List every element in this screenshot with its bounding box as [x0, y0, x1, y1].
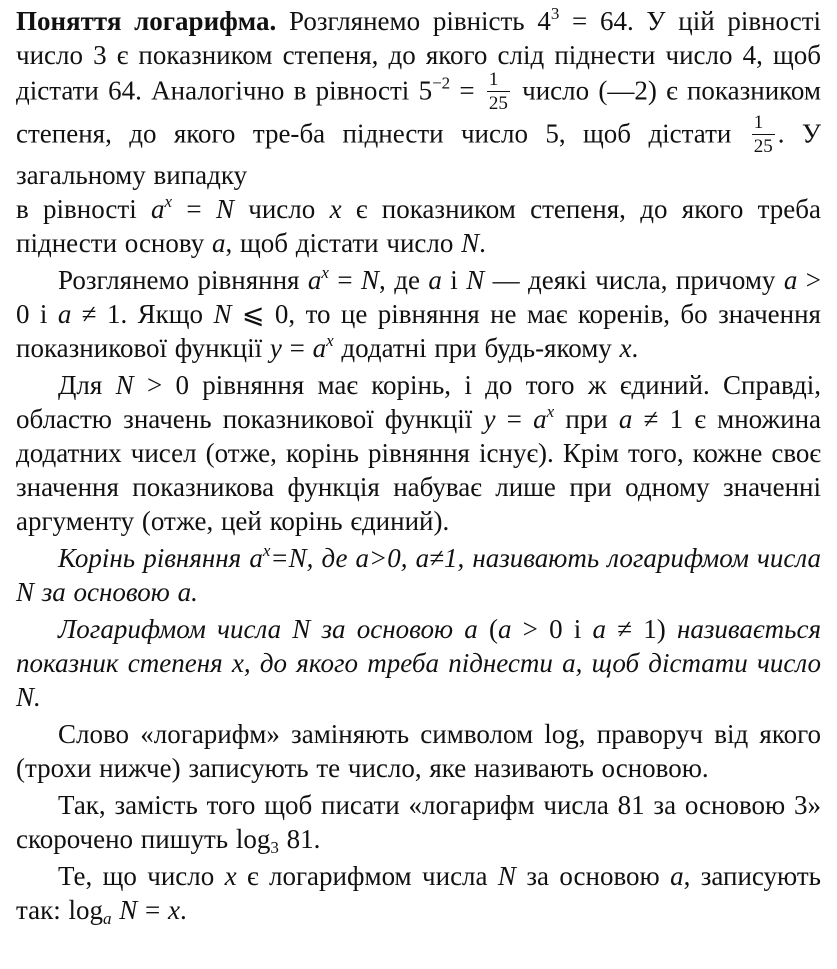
definition-logarithm: Логарифмом числа N за основою a (a > 0 і a ≠ 1) називається показник степеня x, до якого треба піднести a, щоб дістати число N. [16, 614, 821, 712]
paragraph-log-example: Так, замість того щоб писати «логарифм числа 81 за основою 3» скорочено пишуть $\log_3 81$. [16, 790, 821, 857]
section-heading: Поняття логарифма. [16, 6, 277, 36]
paragraph-equation-roots: Розглянемо рівняння $a^x = N$, де a і N — деякі числа, причому a > 0 і a ≠ 1. Якщо N ⩽ 0, то це рівняння не має коренів, бо значення показникової функції $y = a^x$ додатні при будь-якому x. [16, 263, 821, 363]
paragraph-log-symbol: Слово «логарифм» заміняють символом log, праворуч від якого (трохи нижче) записують те число, яке називають основою. [16, 719, 821, 783]
definition-root-as-logarithm: Корінь рівняння $a^x=N$, де a>0, a≠1, називають логарифмом числа N за основою a. [16, 541, 822, 607]
fraction-one-25-second: $\frac{1}{25}$ [753, 112, 773, 157]
paragraph-unique-root: Для N > 0 рівняння має корінь, і до того ж єдиний. Справді, областю значень показникової функції $y = a^x$ при a ≠ 1 є множина додатних чисел (отже, корінь рівняння існує). Крім того, кожне своє значення показникова функція набуває лише при одному значенні аргументу (отже, цей корінь єдиний). [16, 370, 822, 536]
fraction-one-25: $\frac{1}{25}$ [488, 69, 508, 114]
paragraph-logarithm-concept: Поняття логарифма. Розглянемо рівність $4^3 = 64$. У цій рівності число 3 є показником степеня, до якого слід піднести число 4, щоб дістати 64. Аналогічно в рівності $5^{-2}$ = $\frac{1}{25}$ число (—2) є показником степеня, до якого тре-ба піднести число 5, щоб дістати $\frac{1}{25}$ . У загальному випадку в рівності $a^x = N$ число x є показником степеня, до якого треба піднести основу a, щоб дістати число N. [16, 4, 822, 258]
paragraph-log-notation: Те, що число x є логарифмом числа N за основою a, записують так: $\log_a N = x$. [16, 861, 821, 928]
